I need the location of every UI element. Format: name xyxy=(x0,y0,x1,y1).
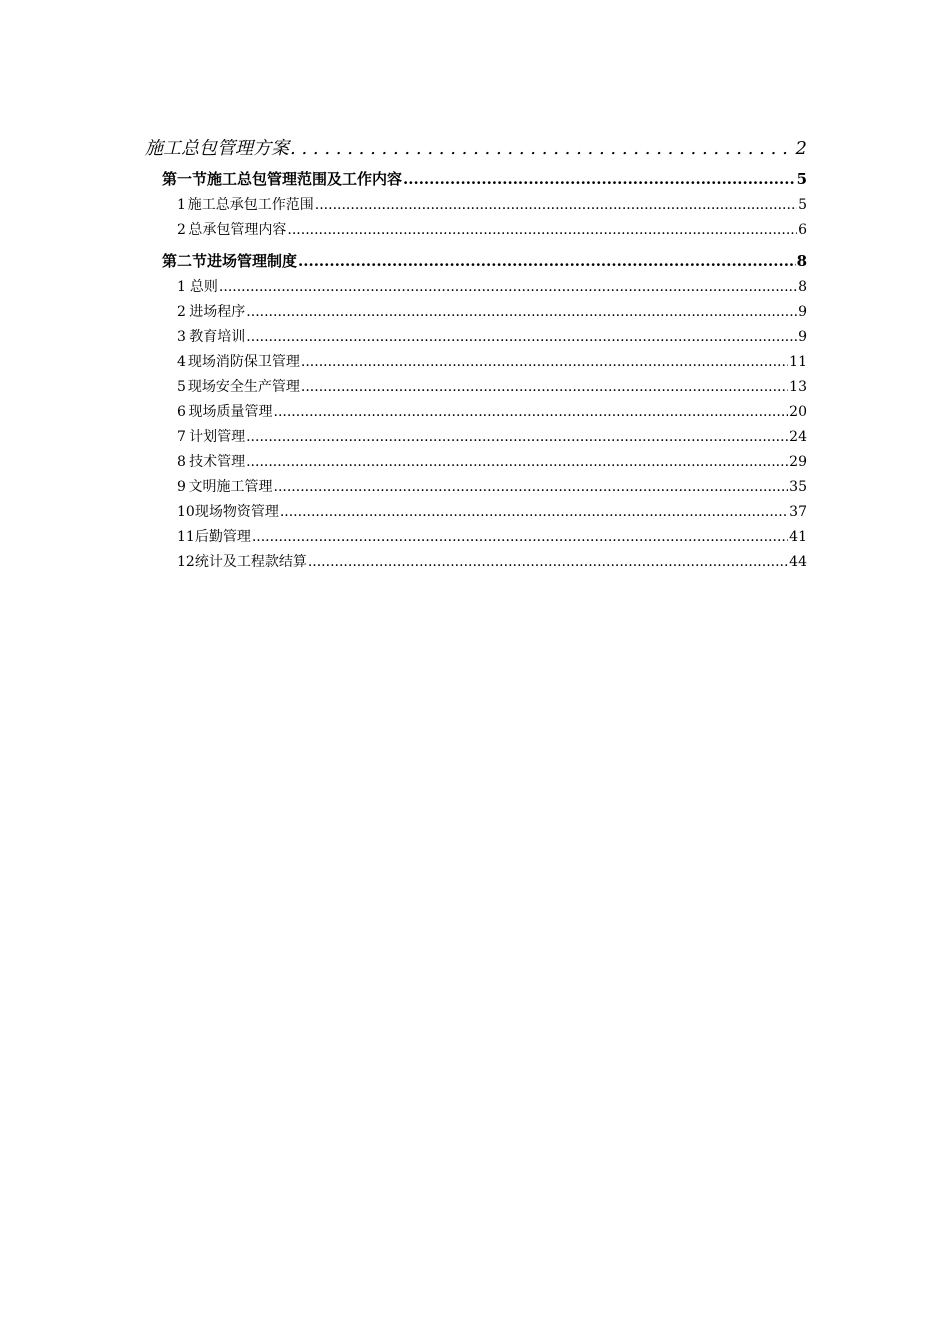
page-number: 20 xyxy=(789,404,807,420)
item-title: 施工总承包工作范围 xyxy=(187,197,314,213)
item-number: 6 xyxy=(177,404,186,420)
page-number: 11 xyxy=(789,354,807,370)
section-title: 进场管理制度 xyxy=(207,252,298,270)
item-number: 9 xyxy=(177,479,186,495)
item-number: 3 xyxy=(177,329,186,345)
toc-item-row[interactable] xyxy=(145,194,807,219)
leader-dots xyxy=(315,197,797,213)
item-number: 8 xyxy=(177,454,186,470)
toc-section-row[interactable] xyxy=(145,168,807,194)
leader-dots xyxy=(246,304,797,320)
page-number: 9 xyxy=(798,304,807,320)
page-number: 5 xyxy=(798,197,807,213)
toc-item-row[interactable] xyxy=(145,276,807,301)
page-number: 13 xyxy=(789,379,807,395)
item-title: 总则 xyxy=(189,279,218,295)
item-number: 7 xyxy=(177,429,186,445)
toc-item-row[interactable] xyxy=(145,451,807,476)
toc-title-row[interactable] xyxy=(145,134,807,162)
toc-item-row[interactable] xyxy=(145,526,807,551)
page-number: 44 xyxy=(789,554,807,570)
toc-item-row[interactable] xyxy=(145,401,807,426)
toc-item-row[interactable] xyxy=(145,351,807,376)
page-number: 8 xyxy=(796,252,807,270)
leader-dots xyxy=(246,429,788,445)
item-number: 1 xyxy=(177,279,186,295)
item-number: 1 xyxy=(177,197,186,213)
leader-dots xyxy=(301,354,788,370)
page-number: 41 xyxy=(789,529,807,545)
toc-item-row[interactable] xyxy=(145,501,807,526)
toc-title: 施工总包管理方案 xyxy=(145,138,289,159)
leader-dots xyxy=(403,170,796,188)
item-title: 计划管理 xyxy=(189,429,246,445)
item-title: 总承包管理内容 xyxy=(188,222,287,238)
toc-item-row[interactable] xyxy=(145,301,807,326)
table-of-contents xyxy=(145,134,807,576)
page-number: 24 xyxy=(789,429,807,445)
page-number: 29 xyxy=(789,454,807,470)
item-number: 11 xyxy=(177,529,195,545)
section-title: 施工总包管理范围及工作内容 xyxy=(207,170,403,188)
section-number: 第一节 xyxy=(162,170,208,188)
toc-item-row[interactable] xyxy=(145,376,807,401)
toc-item-row[interactable] xyxy=(145,476,807,501)
leader-dots xyxy=(301,379,788,395)
item-title: 后勤管理 xyxy=(194,529,251,545)
item-number: 4 xyxy=(177,354,186,370)
item-title: 现场消防保卫管理 xyxy=(187,354,300,370)
item-title: 现场安全生产管理 xyxy=(187,379,300,395)
toc-section-row[interactable] xyxy=(145,250,807,276)
leader-dots xyxy=(287,222,797,238)
page-number: 6 xyxy=(798,222,807,238)
leader-dots xyxy=(219,279,797,295)
item-title: 现场物资管理 xyxy=(194,504,279,520)
item-title: 教育培训 xyxy=(189,329,246,345)
item-number: 12 xyxy=(177,554,195,570)
toc-item-row[interactable] xyxy=(145,426,807,451)
leader-dots xyxy=(274,479,789,495)
leader-dots xyxy=(246,329,797,345)
item-number: 2 xyxy=(177,222,186,238)
section-number: 第二节 xyxy=(162,252,208,270)
item-title: 文明施工管理 xyxy=(188,479,273,495)
leader-dots xyxy=(274,404,789,420)
item-number: 2 xyxy=(177,304,186,320)
leader-dots xyxy=(246,454,788,470)
toc-item-row[interactable] xyxy=(145,551,807,576)
page-number: 8 xyxy=(798,279,807,295)
page-number: 9 xyxy=(798,329,807,345)
item-number: 10 xyxy=(177,504,195,520)
leader-dots xyxy=(298,252,796,270)
item-title: 进场程序 xyxy=(189,304,246,320)
toc-item-row[interactable] xyxy=(145,326,807,351)
item-number: 5 xyxy=(177,379,186,395)
leader-dots xyxy=(280,504,788,520)
item-title: 统计及工程款结算 xyxy=(194,554,307,570)
page-number: 35 xyxy=(789,479,807,495)
item-title: 技术管理 xyxy=(189,454,246,470)
page-number: 5 xyxy=(796,170,807,188)
item-title: 现场质量管理 xyxy=(188,404,273,420)
page-number: 2 xyxy=(795,138,807,159)
leader-dots xyxy=(290,138,795,159)
leader-dots xyxy=(252,529,788,545)
leader-dots xyxy=(308,554,788,570)
page-number: 37 xyxy=(789,504,807,520)
toc-item-row[interactable] xyxy=(145,219,807,244)
